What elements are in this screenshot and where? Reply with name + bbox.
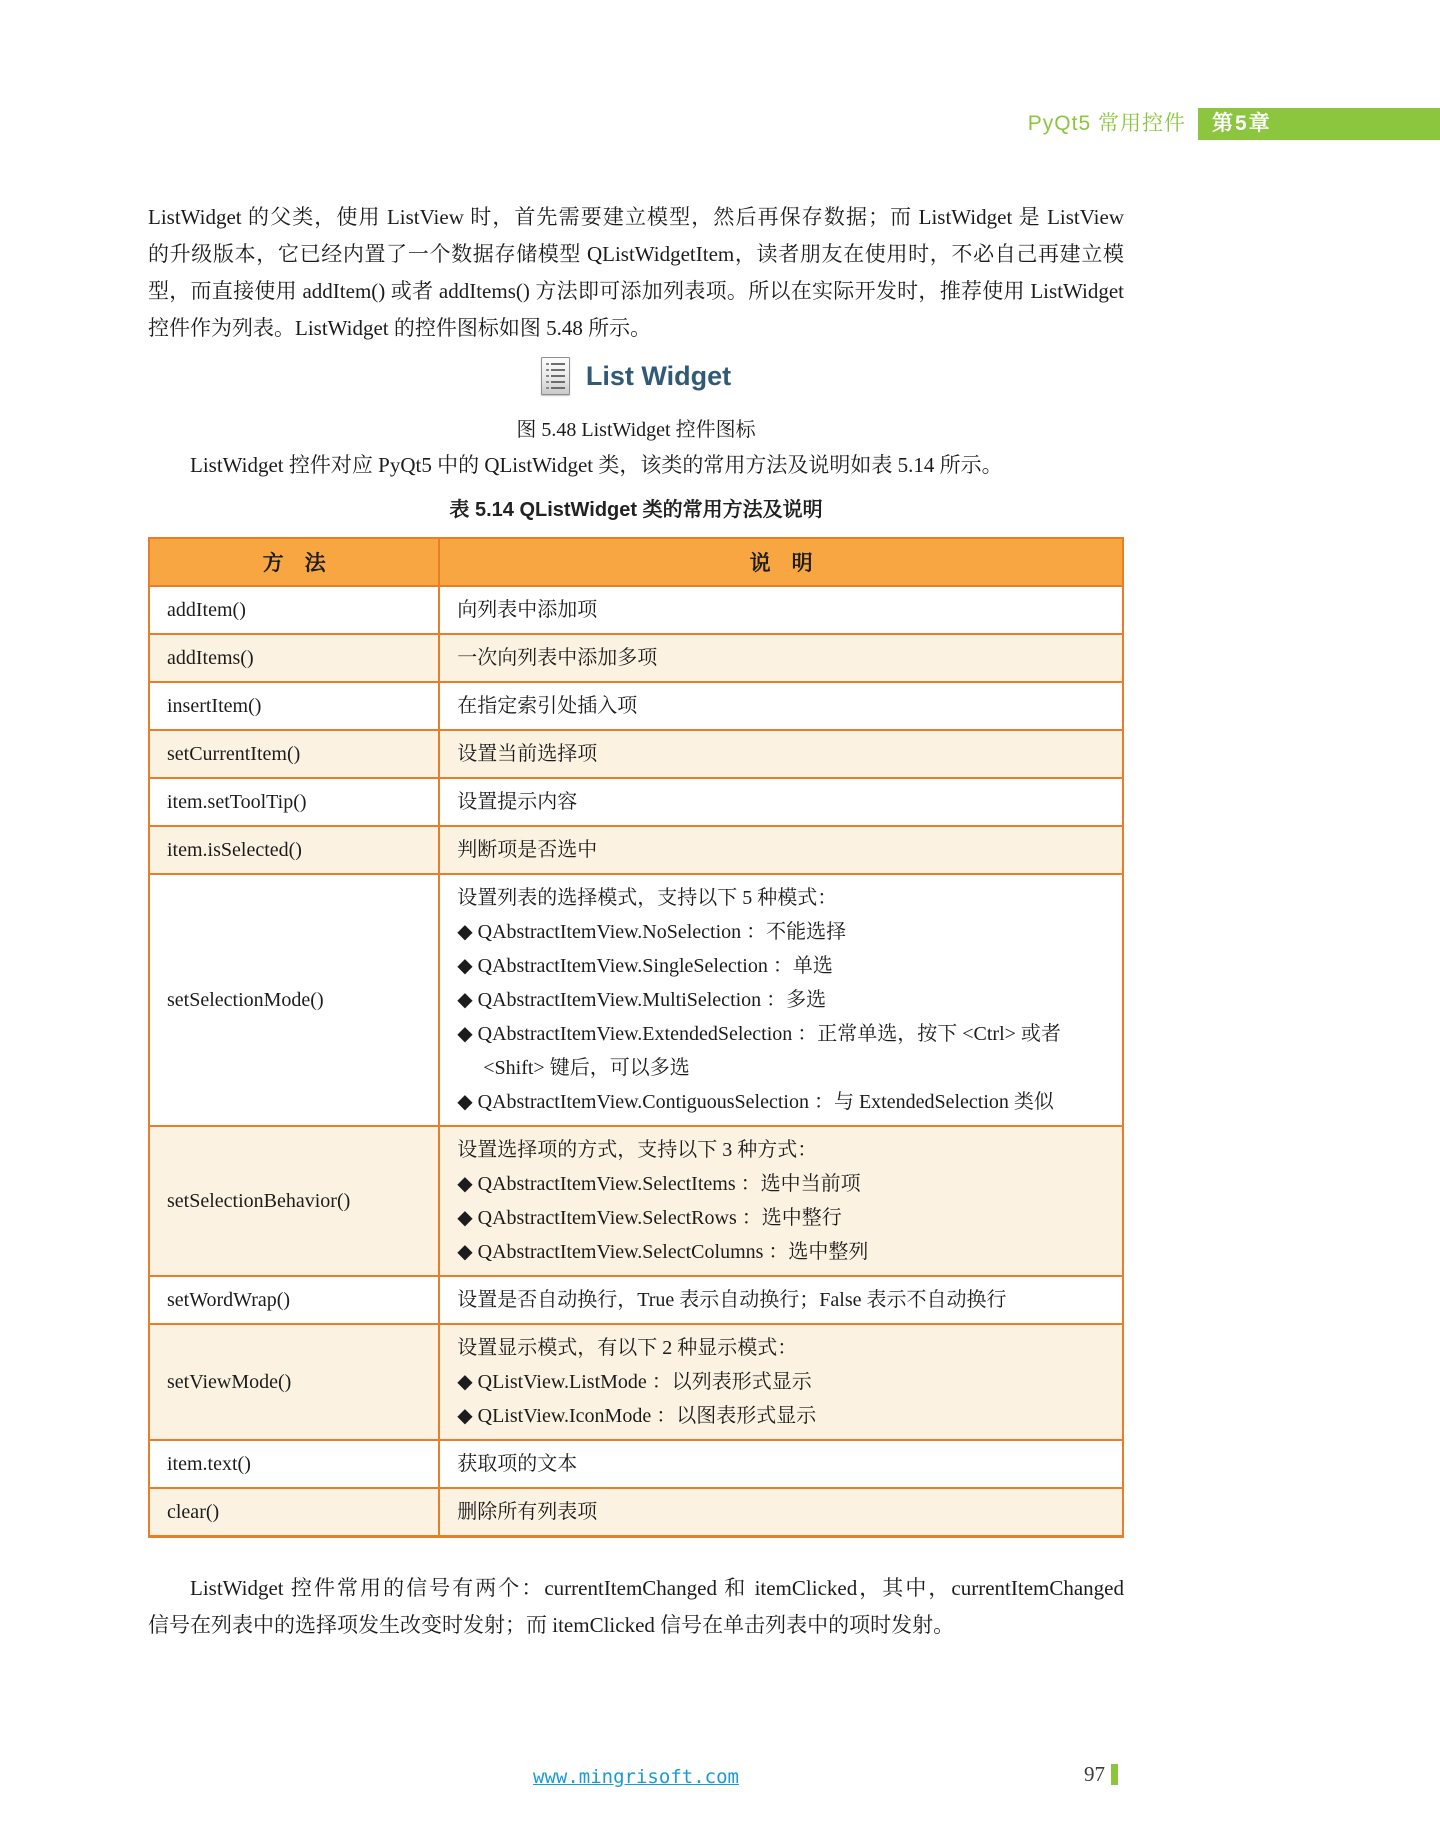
description-line: ◆ QAbstractItemView.MultiSelection ：多选: [457, 989, 827, 1011]
intro-paragraph: [148, 199, 1124, 347]
column-header-description: 说 明: [439, 538, 1123, 586]
description-cell: [439, 1276, 1123, 1324]
description-cell: [439, 1488, 1123, 1537]
description-cell: [439, 634, 1123, 682]
description-line: 设置是否自动换行，True 表示自动换行；False 表示不自动换行: [457, 1289, 1007, 1311]
method-cell: clear(): [149, 1488, 439, 1537]
description-cell: [439, 730, 1123, 778]
table-row: [149, 730, 1123, 778]
table-row: [149, 1440, 1123, 1488]
description-line: 设置提示内容: [457, 791, 578, 813]
description-line: 在指定索引处插入项: [457, 695, 638, 717]
column-header-method: 方 法: [149, 538, 439, 586]
description-line: 设置显示模式，有以下 2 种显示模式：: [457, 1337, 798, 1359]
table-header-row: [149, 538, 1123, 586]
outro-line: 信号在列表中的选择项发生改变时发射；而 itemClicked 信号在单击列表中的项时发射。: [148, 1613, 955, 1637]
description-line: ◆ QAbstractItemView.SingleSelection ：单选: [457, 955, 833, 977]
figure-caption: 图 5.48 ListWidget 控件图标: [516, 419, 756, 441]
list-widget-icon: [541, 357, 570, 395]
outro-line: ListWidget 控件常用的信号有两个：currentItemChanged 和 itemClicked，其中，currentItemChanged: [190, 1576, 1124, 1600]
description-line: 获取项的文本: [457, 1453, 578, 1475]
description-cell: [439, 586, 1123, 634]
table-intro-paragraph: ListWidget 控件对应 PyQt5 中的 QListWidget 类，该类的常用方法及说明如表 5.14 所示。: [190, 453, 1003, 477]
description-line: 判断项是否选中: [457, 839, 598, 861]
description-line: ◆ QAbstractItemView.NoSelection ：不能选择: [457, 921, 847, 943]
description-line: ◆ QListView.IconMode ：以图表形式显示: [457, 1405, 817, 1427]
method-cell: addItems(): [149, 634, 439, 682]
description-cell: [439, 1126, 1123, 1276]
footer: [148, 1766, 1124, 1788]
description-line: ◆ QAbstractItemView.ContiguousSelection ：与 ExtendedSelection 类似: [457, 1091, 1054, 1113]
figure-listwidget: [148, 352, 1124, 400]
description-line: <Shift> 键后，可以多选: [483, 1057, 690, 1079]
intro-line: ListWidget 的父类，使用 ListView 时，首先需要建立模型，然后再保存数据；而 ListWidget 是 ListView: [148, 205, 1124, 229]
table-title: 表 5.14 QListWidget 类的常用方法及说明: [449, 499, 823, 521]
description-cell: [439, 1324, 1123, 1440]
method-cell: setSelectionBehavior(): [149, 1126, 439, 1276]
table-row: [149, 634, 1123, 682]
table-row: [149, 778, 1123, 826]
table-row: [149, 1126, 1123, 1276]
description-line: 向列表中添加项: [457, 599, 598, 621]
intro-line: 的升级版本，它已经内置了一个数据存储模型 QListWidgetItem，读者朋友在使用时，不必自己再建立模: [148, 242, 1124, 266]
description-line: ◆ QAbstractItemView.SelectColumns ：选中整列: [457, 1241, 869, 1263]
method-cell: addItem(): [149, 586, 439, 634]
method-cell: item.text(): [149, 1440, 439, 1488]
page-number-bar: [1111, 1764, 1118, 1785]
description-line: ◆ QListView.ListMode ：以列表形式显示: [457, 1371, 812, 1393]
description-cell: [439, 1440, 1123, 1488]
description-line: ◆ QAbstractItemView.ExtendedSelection ：正常单选，按下 <Ctrl> 或者: [457, 1023, 1061, 1045]
method-cell: item.isSelected(): [149, 826, 439, 874]
method-cell: setWordWrap(): [149, 1276, 439, 1324]
description-line: 设置当前选择项: [457, 743, 598, 765]
table-row: [149, 826, 1123, 874]
description-cell: [439, 874, 1123, 1126]
table-row: [149, 874, 1123, 1126]
table-row: [149, 1488, 1123, 1537]
description-line: ◆ QAbstractItemView.SelectItems ：选中当前项: [457, 1173, 861, 1195]
description-cell: [439, 826, 1123, 874]
footer-url-link[interactable]: www.mingrisoft.com: [533, 1766, 739, 1788]
methods-table-body: [149, 586, 1123, 1537]
outro-paragraph: [148, 1570, 1124, 1644]
intro-line: 型，而直接使用 addItem() 或者 addItems() 方法即可添加列表项。所以在实际开发时，推荐使用 ListWidget: [148, 279, 1124, 303]
description-line: 删除所有列表项: [457, 1501, 598, 1523]
description-line: ◆ QAbstractItemView.SelectRows ：选中整行: [457, 1207, 842, 1229]
description-cell: [439, 778, 1123, 826]
method-cell: insertItem(): [149, 682, 439, 730]
description-cell: [439, 682, 1123, 730]
figure-label: List Widget: [585, 360, 732, 391]
description-line: 设置选择项的方式，支持以下 3 种方式：: [457, 1139, 818, 1161]
methods-table: [148, 537, 1124, 1538]
chapter-badge: 第5章: [1198, 108, 1440, 140]
intro-line: 控件作为列表。ListWidget 的控件图标如图 5.48 所示。: [148, 316, 652, 340]
table-row: [149, 1324, 1123, 1440]
method-cell: setSelectionMode(): [149, 874, 439, 1126]
description-line: 一次向列表中添加多项: [457, 647, 658, 669]
method-cell: item.setToolTip(): [149, 778, 439, 826]
table-row: [149, 682, 1123, 730]
description-line: 设置列表的选择模式，支持以下 5 种模式：: [457, 887, 838, 909]
method-cell: setCurrentItem(): [149, 730, 439, 778]
page-number-block: [1084, 1762, 1118, 1787]
table-row: [149, 1276, 1123, 1324]
table-row: [149, 586, 1123, 634]
method-cell: setViewMode(): [149, 1324, 439, 1440]
chapter-title: PyQt5 常用控件: [1027, 112, 1186, 135]
page-number: 97: [1084, 1762, 1105, 1786]
chapter-header: [1028, 108, 1440, 140]
